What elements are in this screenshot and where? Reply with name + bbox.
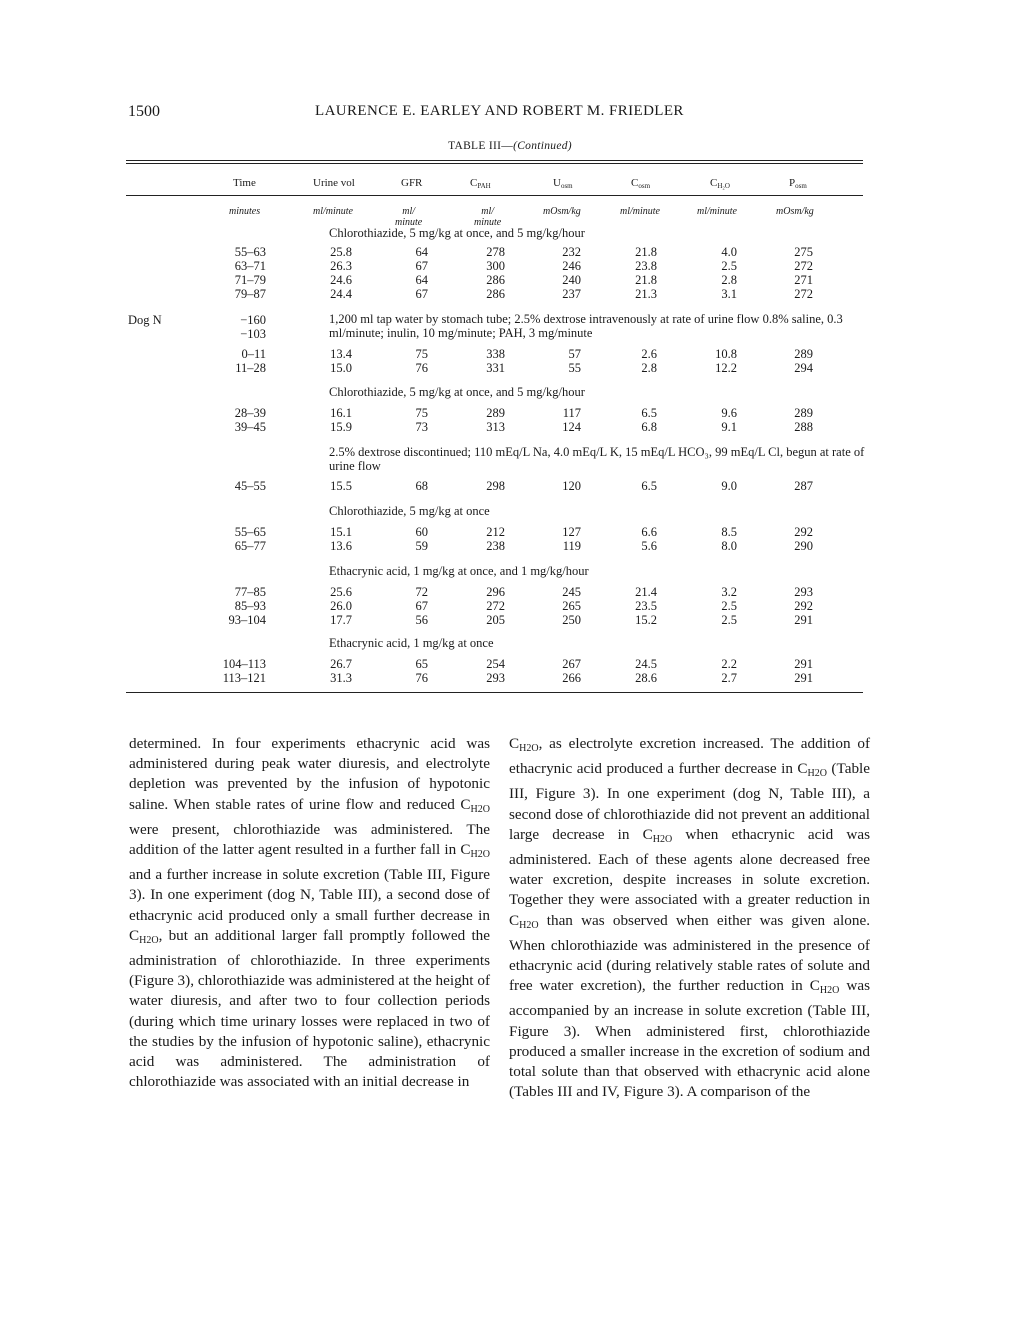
unit-posm: mOsm/kg xyxy=(776,206,814,217)
time-cell: 113–121 xyxy=(222,671,266,685)
posm-cell: 272 xyxy=(794,287,813,301)
cpah-cell: 331 xyxy=(486,361,505,375)
gfr-cell: 75 xyxy=(415,406,428,420)
urine-vol-cell: 15.0 xyxy=(330,361,352,375)
cpah-cell: 300 xyxy=(486,259,505,273)
uosm-cell: 266 xyxy=(562,671,581,685)
gfr-cell: 67 xyxy=(415,287,428,301)
ch2o-cell: 8.0 xyxy=(721,539,737,553)
ch2o-cell: 8.5 xyxy=(721,525,737,539)
time-cell: 85–93 xyxy=(234,599,266,613)
posm-cell: 292 xyxy=(794,599,813,613)
posm-cell: 291 xyxy=(794,657,813,671)
header-posm: $P_{osm}$ xyxy=(789,177,807,190)
ch2o-cell: 12.2 xyxy=(715,361,737,375)
cpah-cell: 289 xyxy=(486,406,505,420)
uosm-cell: 245 xyxy=(562,585,581,599)
unit-cosm: ml/minute xyxy=(620,206,660,217)
gfr-cell: 64 xyxy=(415,245,428,259)
posm-cell: 289 xyxy=(794,347,813,361)
time-cell: 93–104 xyxy=(228,613,266,627)
cosm-cell: 6.6 xyxy=(641,525,657,539)
cosm-cell: 23.5 xyxy=(635,599,657,613)
unit-gfr: ml/ minute xyxy=(395,206,423,228)
cpah-cell: 338 xyxy=(486,347,505,361)
cosm-cell: 23.8 xyxy=(635,259,657,273)
ch2o-cell: 2.8 xyxy=(721,273,737,287)
gfr-cell: 76 xyxy=(415,361,428,375)
posm-cell: 294 xyxy=(794,361,813,375)
cosm-cell: 21.8 xyxy=(635,245,657,259)
time-cell: 77–85 xyxy=(234,585,266,599)
table-note: Chlorothiazide, 5 mg/kg at once, and 5 mg/kg/hour xyxy=(329,385,585,399)
time-cell: 45–55 xyxy=(234,479,266,493)
posm-cell: 292 xyxy=(794,525,813,539)
cpah-cell: 293 xyxy=(486,671,505,685)
running-title: LAURENCE E. EARLEY AND ROBERT M. FRIEDLER xyxy=(315,103,684,119)
table-note: 2.5% dextrose discontinued; 110 mEq/L Na, 4.0 mEq/L K, 15 mEq/L HCO₃, 99 mEq/L Cl, begun at rate of urine flow xyxy=(329,445,865,473)
unit-ch2o: ml/minute xyxy=(697,206,737,217)
uosm-cell: 124 xyxy=(562,420,581,434)
table-header-rule xyxy=(126,195,863,196)
gfr-cell: 65 xyxy=(415,657,428,671)
unit-uosm: mOsm/kg xyxy=(543,206,581,217)
unit-urine-vol: ml/minute xyxy=(313,206,353,217)
uosm-cell: 240 xyxy=(562,273,581,287)
gfr-cell: 56 xyxy=(415,613,428,627)
time-cell: 65–77 xyxy=(234,539,266,553)
posm-cell: 289 xyxy=(794,406,813,420)
ch2o-cell: 10.8 xyxy=(715,347,737,361)
urine-vol-cell: 24.6 xyxy=(330,273,352,287)
gfr-cell: 76 xyxy=(415,671,428,685)
cpah-cell: 254 xyxy=(486,657,505,671)
ch2o-cell: 4.0 xyxy=(721,245,737,259)
ch2o-cell: 2.2 xyxy=(721,657,737,671)
posm-cell: 287 xyxy=(794,479,813,493)
cpah-cell: 286 xyxy=(486,287,505,301)
table-note: Ethacrynic acid, 1 mg/kg at once xyxy=(329,636,494,650)
urine-vol-cell: 24.4 xyxy=(330,287,352,301)
gfr-cell: 67 xyxy=(415,259,428,273)
cosm-cell: 21.4 xyxy=(635,585,657,599)
table-bottom-rule xyxy=(126,692,863,693)
uosm-cell: 55 xyxy=(568,361,581,375)
uosm-cell: 237 xyxy=(562,287,581,301)
time-cell: 63–71 xyxy=(234,259,266,273)
table-note: Chlorothiazide, 5 mg/kg at once, and 5 mg/kg/hour xyxy=(329,226,585,240)
urine-vol-cell: 26.7 xyxy=(330,657,352,671)
ch2o-cell: 3.2 xyxy=(721,585,737,599)
unit-cpah: ml/ minute xyxy=(474,206,502,228)
time-cell: 104–113 xyxy=(222,657,266,671)
posm-cell: 290 xyxy=(794,539,813,553)
urine-vol-cell: 26.3 xyxy=(330,259,352,273)
posm-cell: 272 xyxy=(794,259,813,273)
gfr-cell: 59 xyxy=(415,539,428,553)
posm-cell: 293 xyxy=(794,585,813,599)
body-column-left xyxy=(129,734,490,1092)
cosm-cell: 15.2 xyxy=(635,613,657,627)
urine-vol-cell: 26.0 xyxy=(330,599,352,613)
cosm-cell: 2.8 xyxy=(641,361,657,375)
paragraph: $C_{H2O}$, as electrolyte excretion increased. The addition of ethacrynic acid produced a further decrease in $C_{H2O}$ (Table III, Figure 3). In one experiment (dog N, Table III), a second dose of chlorothiazide did not prevent an additional large decrease in $C_{H2O}$ when ethacrynic acid was administered. Each of these agents alone decreased free water excretion, despite increases in solute excretion. Together they were associated with a greater reduction in $C_{H2O}$ than was observed when either was given alone. When chlorothiazide was administered in the presence of ethacrynic acid (during relatively stable rates of solute and free water excretion), the further reduction in $C_{H2O}$ was accompanied by an increase in solute excretion (Table III, Figure 3). When administered first, chlorothiazide produced a smaller increase in the excretion of sodium and total solute than that observed with ethacrynic acid alone (Tables III and IV, Figure 3). A comparison of the xyxy=(509,735,870,1101)
time-cell: 11–28 xyxy=(235,361,266,375)
time-cell: 55–63 xyxy=(234,245,266,259)
time-cell: 39–45 xyxy=(234,420,266,434)
cpah-cell: 212 xyxy=(486,525,505,539)
cpah-cell: 272 xyxy=(486,599,505,613)
header-gfr: GFR xyxy=(401,177,423,189)
unit-time: minutes xyxy=(229,206,261,217)
posm-cell: 288 xyxy=(794,420,813,434)
cpah-cell: 286 xyxy=(486,273,505,287)
urine-vol-cell: 25.8 xyxy=(330,245,352,259)
table-caption: TABLE III—(Continued) xyxy=(448,140,572,152)
urine-vol-cell: 15.1 xyxy=(330,525,352,539)
header-cosm: $C_{osm}$ xyxy=(631,177,651,190)
urine-vol-cell: 25.6 xyxy=(330,585,352,599)
uosm-cell: 127 xyxy=(562,525,581,539)
posm-cell: 275 xyxy=(794,245,813,259)
page-number: 1500 xyxy=(128,103,160,120)
gfr-cell: 64 xyxy=(415,273,428,287)
cpah-cell: 205 xyxy=(486,613,505,627)
cpah-cell: 238 xyxy=(486,539,505,553)
ch2o-cell: 2.7 xyxy=(721,671,737,685)
header-urine-vol: Urine vol xyxy=(313,177,355,189)
gfr-cell: 72 xyxy=(415,585,428,599)
urine-vol-cell: 16.1 xyxy=(330,406,352,420)
gfr-cell: 68 xyxy=(415,479,428,493)
urine-vol-cell: 15.9 xyxy=(330,420,352,434)
urine-vol-cell: 13.4 xyxy=(330,347,352,361)
cosm-cell: 21.8 xyxy=(635,273,657,287)
table-top-rule-2 xyxy=(126,163,863,164)
cosm-cell: 21.3 xyxy=(635,287,657,301)
time-cell: 0–11 xyxy=(241,347,266,361)
header-cpah: $C_{PAH}$ xyxy=(470,177,491,190)
ch2o-cell: 9.0 xyxy=(721,479,737,493)
cosm-cell: 2.6 xyxy=(641,347,657,361)
posm-cell: 291 xyxy=(794,613,813,627)
posm-cell: 291 xyxy=(794,671,813,685)
time-cell: 79–87 xyxy=(234,287,266,301)
ch2o-cell: 2.5 xyxy=(721,259,737,273)
ch2o-cell: 9.1 xyxy=(721,420,737,434)
time-cell: 71–79 xyxy=(234,273,266,287)
cpah-cell: 313 xyxy=(486,420,505,434)
cpah-cell: 298 xyxy=(486,479,505,493)
cosm-cell: 6.5 xyxy=(641,406,657,420)
gfr-cell: 67 xyxy=(415,599,428,613)
uosm-cell: 250 xyxy=(562,613,581,627)
uosm-cell: 265 xyxy=(562,599,581,613)
ch2o-cell: 9.6 xyxy=(721,406,737,420)
cosm-cell: 24.5 xyxy=(635,657,657,671)
urine-vol-cell: 31.3 xyxy=(330,671,352,685)
header-ch2o: $C_{H_2O}$ xyxy=(710,177,730,190)
table-note: 1,200 ml tap water by stomach tube; 2.5% dextrose intravenously at rate of urine flow 0.8% saline, 0.3 ml/minute; inulin, 10 mg/minute; PAH, 3 mg/minute xyxy=(329,312,843,340)
cosm-cell: 28.6 xyxy=(635,671,657,685)
uosm-cell: 267 xyxy=(562,657,581,671)
dog-label: Dog N xyxy=(128,313,162,327)
cosm-cell: 6.5 xyxy=(641,479,657,493)
uosm-cell: 57 xyxy=(568,347,581,361)
cosm-cell: 6.8 xyxy=(641,420,657,434)
ch2o-cell: 2.5 xyxy=(721,613,737,627)
urine-vol-cell: 17.7 xyxy=(330,613,352,627)
table-note: Ethacrynic acid, 1 mg/kg at once, and 1 mg/kg/hour xyxy=(329,564,589,578)
gfr-cell: 75 xyxy=(415,347,428,361)
time-cell: 28–39 xyxy=(234,406,266,420)
table-top-rule xyxy=(126,160,863,161)
time-cell: 55–65 xyxy=(234,525,266,539)
gfr-cell: 73 xyxy=(415,420,428,434)
uosm-cell: 120 xyxy=(562,479,581,493)
table-note: Chlorothiazide, 5 mg/kg at once xyxy=(329,504,490,518)
cpah-cell: 278 xyxy=(486,245,505,259)
uosm-cell: 119 xyxy=(562,539,581,553)
urine-vol-cell: 15.5 xyxy=(330,479,352,493)
ch2o-cell: 3.1 xyxy=(721,287,737,301)
paragraph: determined. In four experiments ethacrynic acid was administered during peak water diuresis, and electrolyte depletion was prevented by the infusion of hypotonic saline. When stable rates of urine flow and reduced $C_{H2O}$ were present, chlorothiazide was administered. The addition of the latter agent resulted in a further fall in $C_{H2O}$ and a further increase in solute excretion (Table III, Figure 3). In one experiment (dog N, Table III), a second dose of ethacrynic acid produced only a small further decrease in $C_{H2O}$, but an additional larger fall promptly followed the administration of chlorothiazide. In three experiments (Figure 3), chlorothiazide was administered at the height of water diuresis, and after two to four collection periods (during which time urinary losses were replaced in two of the studies by the infusion of hypotonic saline), ethacrynic acid was administered. The administration of chlorothiazide was associated with an initial decrease in xyxy=(129,735,490,1091)
header-time: Time xyxy=(233,177,256,189)
header-uosm: $U_{osm}$ xyxy=(553,177,573,190)
time-cell: −103 xyxy=(240,327,266,341)
posm-cell: 271 xyxy=(794,273,813,287)
cpah-cell: 296 xyxy=(486,585,505,599)
body-column-right xyxy=(509,734,870,1102)
cosm-cell: 5.6 xyxy=(641,539,657,553)
uosm-cell: 246 xyxy=(562,259,581,273)
uosm-cell: 232 xyxy=(562,245,581,259)
gfr-cell: 60 xyxy=(415,525,428,539)
ch2o-cell: 2.5 xyxy=(721,599,737,613)
uosm-cell: 117 xyxy=(562,406,581,420)
urine-vol-cell: 13.6 xyxy=(330,539,352,553)
time-cell: −160 xyxy=(240,313,266,327)
